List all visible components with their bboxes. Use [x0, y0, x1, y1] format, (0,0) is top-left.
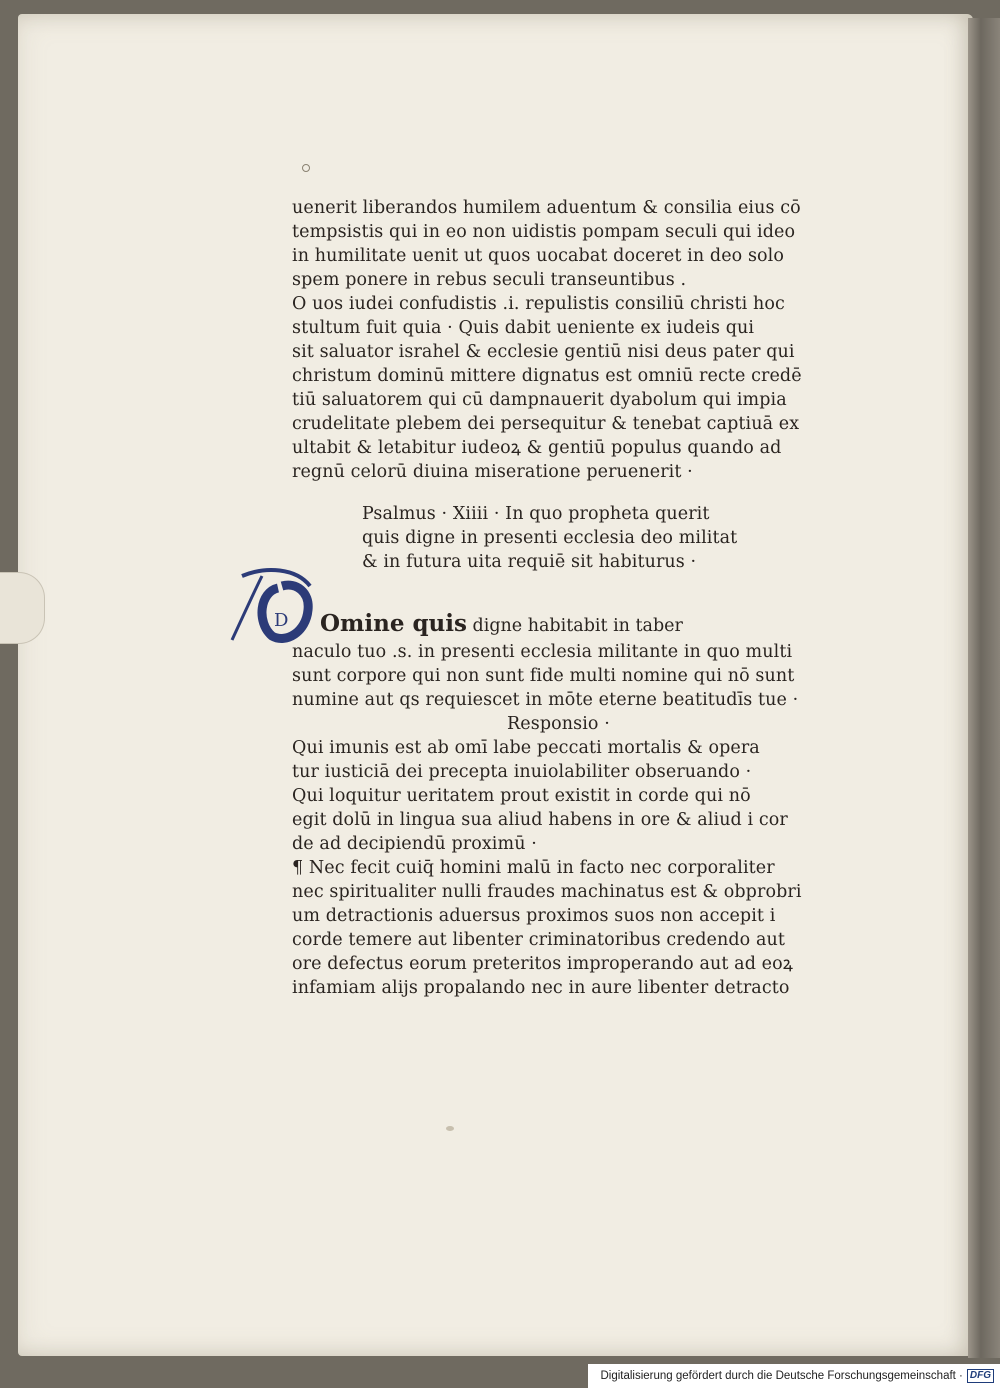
text-line: uenerit liberandos humilem aduentum & consilia eius cō [292, 198, 801, 218]
text-line: ¶ Nec fecit cuiq̄ homini malū in facto nec corporaliter [292, 858, 775, 878]
text-line: tur iusticiā dei precepta inuiolabiliter obseruando · [292, 762, 752, 782]
text-line: christum dominū mittere dignatus est omniū recte credē [292, 366, 802, 386]
dfg-logo-icon: DFG [967, 1369, 994, 1383]
text-line: crudelitate plebem dei persequitur & tenebat captiuā ex [292, 414, 800, 434]
text-line: infamiam alijs propalando nec in aure libenter detracto [292, 978, 790, 998]
text-line: de ad decipiendū proximū · [292, 834, 537, 854]
text-line: naculo tuo .s. in presenti ecclesia militante in quo multi [292, 642, 793, 662]
incipit-text [320, 610, 683, 637]
text-line: O uos iudei confudistis .i. repulistis consiliū christi hoc [292, 294, 785, 314]
psalm-heading [362, 502, 827, 574]
body-paragraph-1 [292, 196, 827, 484]
funding-footer [588, 1364, 1000, 1388]
text-line: egit dolū in lingua sua aliud habens in ore & aliud i cor [292, 810, 788, 830]
text-line: regnū celorū diuina miseratione peruenerit · [292, 462, 693, 482]
ink-smudge [446, 1126, 454, 1131]
text-line: Qui imunis est ab omī labe peccati mortalis & opera [292, 738, 760, 758]
responsio-label: Responsio · [507, 714, 610, 734]
text-line: sit saluator israhel & ecclesie gentiū nisi deus pater qui [292, 342, 795, 362]
incipit-row [274, 596, 827, 640]
printed-text-block [274, 196, 827, 1000]
funding-credit: Digitalisierung gefördert durch die Deutsche Forschungsgemeinschaft · [600, 1370, 963, 1382]
text-line: corde temere aut libenter criminatoribus credendo aut [292, 930, 785, 950]
body-paragraph-3 [292, 736, 827, 1000]
heading-line: quis digne in presenti ecclesia deo militat [362, 528, 738, 548]
text-line: tempsistis qui in eo non uidistis pompam seculi qui ideo [292, 222, 796, 242]
body-paragraph-2 [292, 640, 827, 712]
decorated-initial-d-icon [226, 562, 320, 646]
text-line: Qui loquitur ueritatem prout existit in corde qui nō [292, 786, 751, 806]
incipit-display: Omine quis [320, 610, 467, 637]
page-tab-marker [0, 572, 45, 644]
text-line: tiū saluatorem qui cū dampnauerit dyabolum qui impia [292, 390, 787, 410]
paper-blemish [302, 164, 310, 172]
book-spine [968, 18, 1000, 1358]
heading-line: Psalmus · Xiiii · In quo propheta querit [362, 504, 710, 524]
text-line: numine aut qs requiescet in mōte eterne beatitudīs tue · [292, 690, 799, 710]
text-line: stultum fuit quia · Quis dabit ueniente ex iudeis qui [292, 318, 755, 338]
incipit-rest: digne habitabit in taber [466, 616, 683, 636]
text-line: spem ponere in rebus seculi transeuntibus . [292, 270, 687, 290]
heading-line: & in futura uita requiē sit habiturus · [362, 552, 697, 572]
text-line: um detractionis aduersus proximos suos non accepit i [292, 906, 776, 926]
text-line: sunt corpore qui non sunt fide multi nomine qui nō sunt [292, 666, 795, 686]
text-line: ore defectus eorum preteritos improperando aut ad eoꝝ [292, 954, 793, 974]
text-line: in humilitate uenit ut quos uocabat doceret in deo solo [292, 246, 785, 266]
text-line: nec spiritualiter nulli fraudes machinatus est & obprobri [292, 882, 802, 902]
text-line: ultabit & letabitur iudeoꝝ & gentiū populus quando ad [292, 438, 782, 458]
initial-letter: D [274, 610, 289, 631]
